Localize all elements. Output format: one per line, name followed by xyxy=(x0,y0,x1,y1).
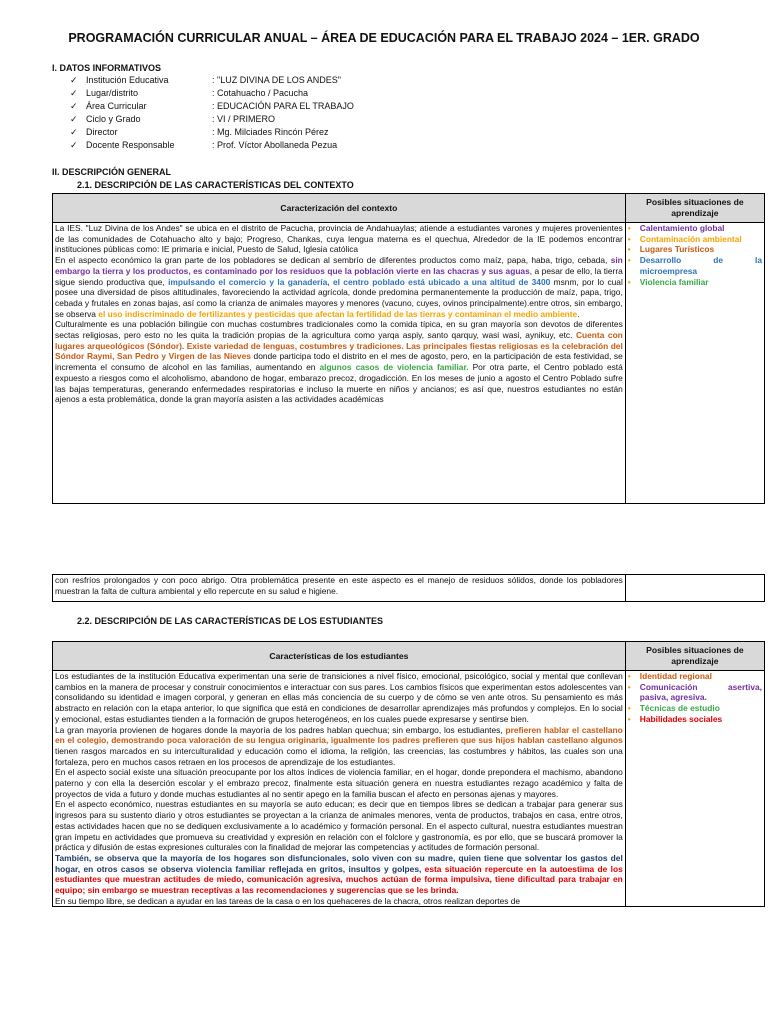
contexto-text xyxy=(53,223,626,504)
check-icon: ✓ xyxy=(70,101,78,111)
list-item: • Habilidades sociales xyxy=(627,713,723,724)
check-icon: ✓ xyxy=(70,88,78,98)
estudiantes-table xyxy=(52,641,765,907)
info-row xyxy=(70,74,341,86)
info-row xyxy=(70,139,338,151)
situaciones-header: Posibles situaciones de aprendizaje xyxy=(625,642,764,671)
check-icon: ✓ xyxy=(70,140,78,150)
info-label: Ciclo y Grado xyxy=(86,114,141,124)
paragraph: En su tiempo libre, se dedican a ayudar en las tareas de la casa o en los quehaceres de la chacra, otros realizan deportes de xyxy=(55,895,521,906)
paragraph: En el aspecto social existe una situación preocupante por los altos índices de violencia familiar, en el hogar, donde prepondera el machismo, abandono paterno y con ella la deserción escolar y el embrazo precoz, finalmente esta situación genera en nuestra estudiantes rezago académico y falta de proyectos de vida a futuro y donde muchas estudiantes al no sentir apego en la familia buscan el afecto en personas ajenas y mayores. xyxy=(55,767,623,799)
paragraph: La IES. "Luz Divina de los Andes" se ubica en el distrito de Pacucha, provincia de Andahuaylas; atiende a estudiantes varones y mujeres provenientes de las comunidades de Cotahuacho alto y bajo; Progreso, Chankas, cuya lengua materna es el quechua, Alrededor de la IE podemos encontrar instituciones públicas como: IE primaria e inicial, Puesto de Salud, Iglesia católica xyxy=(55,223,623,255)
info-row xyxy=(70,126,329,138)
check-icon: ✓ xyxy=(70,127,78,137)
info-label: Director xyxy=(86,127,118,137)
info-label: Área Curricular xyxy=(86,101,147,111)
list-item: • Lugares Turísticos xyxy=(627,244,715,255)
empty-cell xyxy=(625,575,764,602)
info-value: : Cotahuacho / Pacucha xyxy=(212,88,309,98)
info-row xyxy=(70,87,309,99)
descripcion-heading: II. DESCRIPCIÓN GENERAL xyxy=(52,167,172,177)
paragraph: La gran mayoría provienen de hogares donde la mayoría de los padres hablan quechua; sin embargo, los estudiantes, prefieren hablar el castellano en el colegio, demostrando poca valoración de su lengua originaria, igualmente los padres prefieren que sus hijos hablan castellano algunos tienen rasgos marcados en su interculturalidad y educación como el idioma, la religión, las creencias, las costumbres y hábitos, las cuales son una fortaleza, pero en muchos casos retraen en los procesos de aprendizaje de los estudiantes. xyxy=(55,724,623,767)
list-item: • Contaminación ambiental xyxy=(627,233,742,244)
paragraph: También, se observa que la mayoría de los hogares son disfuncionales, solo viven con su madre, quien tiene que solventar los gastos del hogar, en otros casos se observa violencia familiar reflejada en gritos, insultos y golpes, esta situación repercute en la autoestima de los estudiantes que muestran actitudes de miedo, comunicación agresiva, muchos actúan de forma impulsiva, tiene dificultad para trabajar en equipo; sin embargo se muestran receptivas a las recomendaciones y sugerencias que se les brinda. xyxy=(55,852,623,896)
paragraph: En el aspecto económico, nuestras estudiantes en su mayoría se auto educan; es decir que en tiempos libres se dedican a trabajar para generar sus ingresos para su sustento diario y otros estudiantes se proyectan a la crianza de animales menores, venta de productos, trabajos en casa, entre otros, estas actividades hacen que no se dediquen exclusivamente a lo académico y formación personal. En el aspecto cultural, nuestra estudiantes muestran gran ímpetu en actividades que promueva su creatividad y expresión en relación con el folclore y gastronomía, es por ello, que se buscará promover la práctica y difusión de estas expresiones culturales con la finalidad de mejorar las competencias y actitudes de formación personal. xyxy=(55,799,623,853)
list-item: • Comunicación asertiva, pasiva, agresiva. xyxy=(627,681,762,703)
paragraph: En el aspecto económico la gran parte de los pobladores se dedican al sembrío de diferentes productos como maíz, papa, haba, trigo, cebada, sin embargo la tierra y los productos, es contaminado por los residuos que la población vierte en las chacras y sus aguas, a pesar de ello, la tierra sigue siendo productiva que, impulsando el comercio y la ganadería, el centro poblado está ubicado a una altitud de 3400 msnm, por lo cual posee una diversidad de pisos altitudinales, favoreciendo la actividad agrícola, donde predomina permanentemente la producción de maíz, papa, trigo, cebada y frutales en zonas bajas, así como la crianza de animales mayores y menores (vacuno, cuyes, ovinos principalmente).entre otros, sin embargo, se observa el uso indiscriminado de fertilizantes y pesticidas que afectan la fertilidad de las tierras y contaminan el medio ambiente. xyxy=(55,255,623,319)
info-row xyxy=(70,100,354,112)
estudiantes-subheading: 2.2. DESCRIPCIÓN DE LAS CARACTERÍSTICAS DE LOS ESTUDIANTES xyxy=(77,616,384,626)
info-label: Docente Responsable xyxy=(86,140,175,150)
contexto-table xyxy=(52,193,765,504)
list-item: • Violencia familiar xyxy=(627,276,709,287)
datos-heading: I. DATOS INFORMATIVOS xyxy=(52,63,162,73)
situaciones-list xyxy=(628,223,762,287)
info-label: Lugar/distrito xyxy=(86,88,139,98)
list-item: • Identidad regional xyxy=(627,671,712,681)
document-title: PROGRAMACIÓN CURRICULAR ANUAL – ÁREA DE EDUCACIÓN PARA EL TRABAJO 2024 – 1ER. GRADO xyxy=(68,31,700,45)
info-label: Institución Educativa xyxy=(86,75,169,85)
situaciones-list xyxy=(628,671,762,725)
paragraph: Culturalmente es una población bilingüe con muchas costumbres tradicionales como la comida típica, en su gran mayoría son devotos de diferentes sectas religiosas, pero esto no les quita la tradición propias de la agricultura como yarqa aspiy, santo qarquy, wasi wasi, aynikuy, etc. Cuenta con lugares arqueológicos (Sóndor). Existe variedad de lenguas, costumbres y tradiciones. Las principales fiestas religiosas es la celebración del Sóndor Raymi, San Pedro y Virgen de las Nieves donde participa todo el distrito en el mes de agosto, pero, en la participación de esta festividad, se incrementa el consumo de alcohol en las familias, aumentando en algunos casos de violencia familiar. Por otra parte, el Centro poblado está expuesto a riesgos como el alcoholismo, abandono de hogar, embarazo precoz, drogadicción. En los meses de junio a agosto el Centro Poblado sufre las bajas temperaturas, generando enfermedades respiratorias e incluso la muerte en niños y ancianos; es así que, nuestros estudiantes no están ajenos a esta problemática, donde la gran mayoría asisten a las actividades académicas xyxy=(55,319,623,405)
contexto-continuation-table xyxy=(52,574,765,602)
info-value: : "LUZ DIVINA DE LOS ANDES" xyxy=(212,75,341,85)
estudiantes-header: Características de los estudiantes xyxy=(53,642,626,671)
situaciones-header: Posibles situaciones de aprendizaje xyxy=(625,194,764,223)
info-value: : VI / PRIMERO xyxy=(212,114,276,124)
check-icon: ✓ xyxy=(70,75,78,85)
contexto-header: Caracterización del contexto xyxy=(53,194,626,223)
list-item: • Técnicas de estudio xyxy=(627,703,720,714)
info-row xyxy=(70,113,276,125)
situaciones-cell xyxy=(625,671,764,907)
list-item: • Calentamiento global xyxy=(627,223,725,233)
info-value: : EDUCACIÓN PARA EL TRABAJO xyxy=(212,101,354,111)
situaciones-cell xyxy=(625,223,764,504)
check-icon: ✓ xyxy=(70,114,78,124)
paragraph: Los estudiantes de la institución Educativa experimentan una serie de transiciones a nivel físico, emocional, psicológico, social y mental que conllevan cambios en la manera de procesar y construir conocimientos e interactuar con sus pares. Los cambios físicos que experimentan estos adolescentes van consolidando su identidad e imagen corporal, y generan en ellas más conciencia de su cuerpo y de cómo se ven ante otros. Su pensamiento es más abstracto en relación con la etapa anterior, lo que significa que está en condiciones de desarrollar aprendizajes más profundos y complejos. En lo social y emocional, estas estudiantes tienden a la formación de grupos heterogéneos, en los cuales puede expresarse y sentirse bien. xyxy=(55,671,623,724)
info-value: : Prof. Víctor Abollaneda Pezua xyxy=(212,140,338,150)
info-value: : Mg. Milciades Rincón Pérez xyxy=(212,127,329,137)
estudiantes-text xyxy=(53,671,626,907)
list-item: • Desarrollo de la microempresa xyxy=(627,255,762,276)
contexto-continuation-text: con resfríos prolongados y con poco abrigo. Otra problemática presente en este aspecto es el manejo de residuos sólidos, donde los pobladores muestran la falta de cultura ambiental y ello repercute en su salud e higiene. xyxy=(53,575,626,602)
contexto-subheading: 2.1. DESCRIPCIÓN DE LAS CARACTERÍSTICAS DEL CONTEXTO xyxy=(77,180,354,190)
